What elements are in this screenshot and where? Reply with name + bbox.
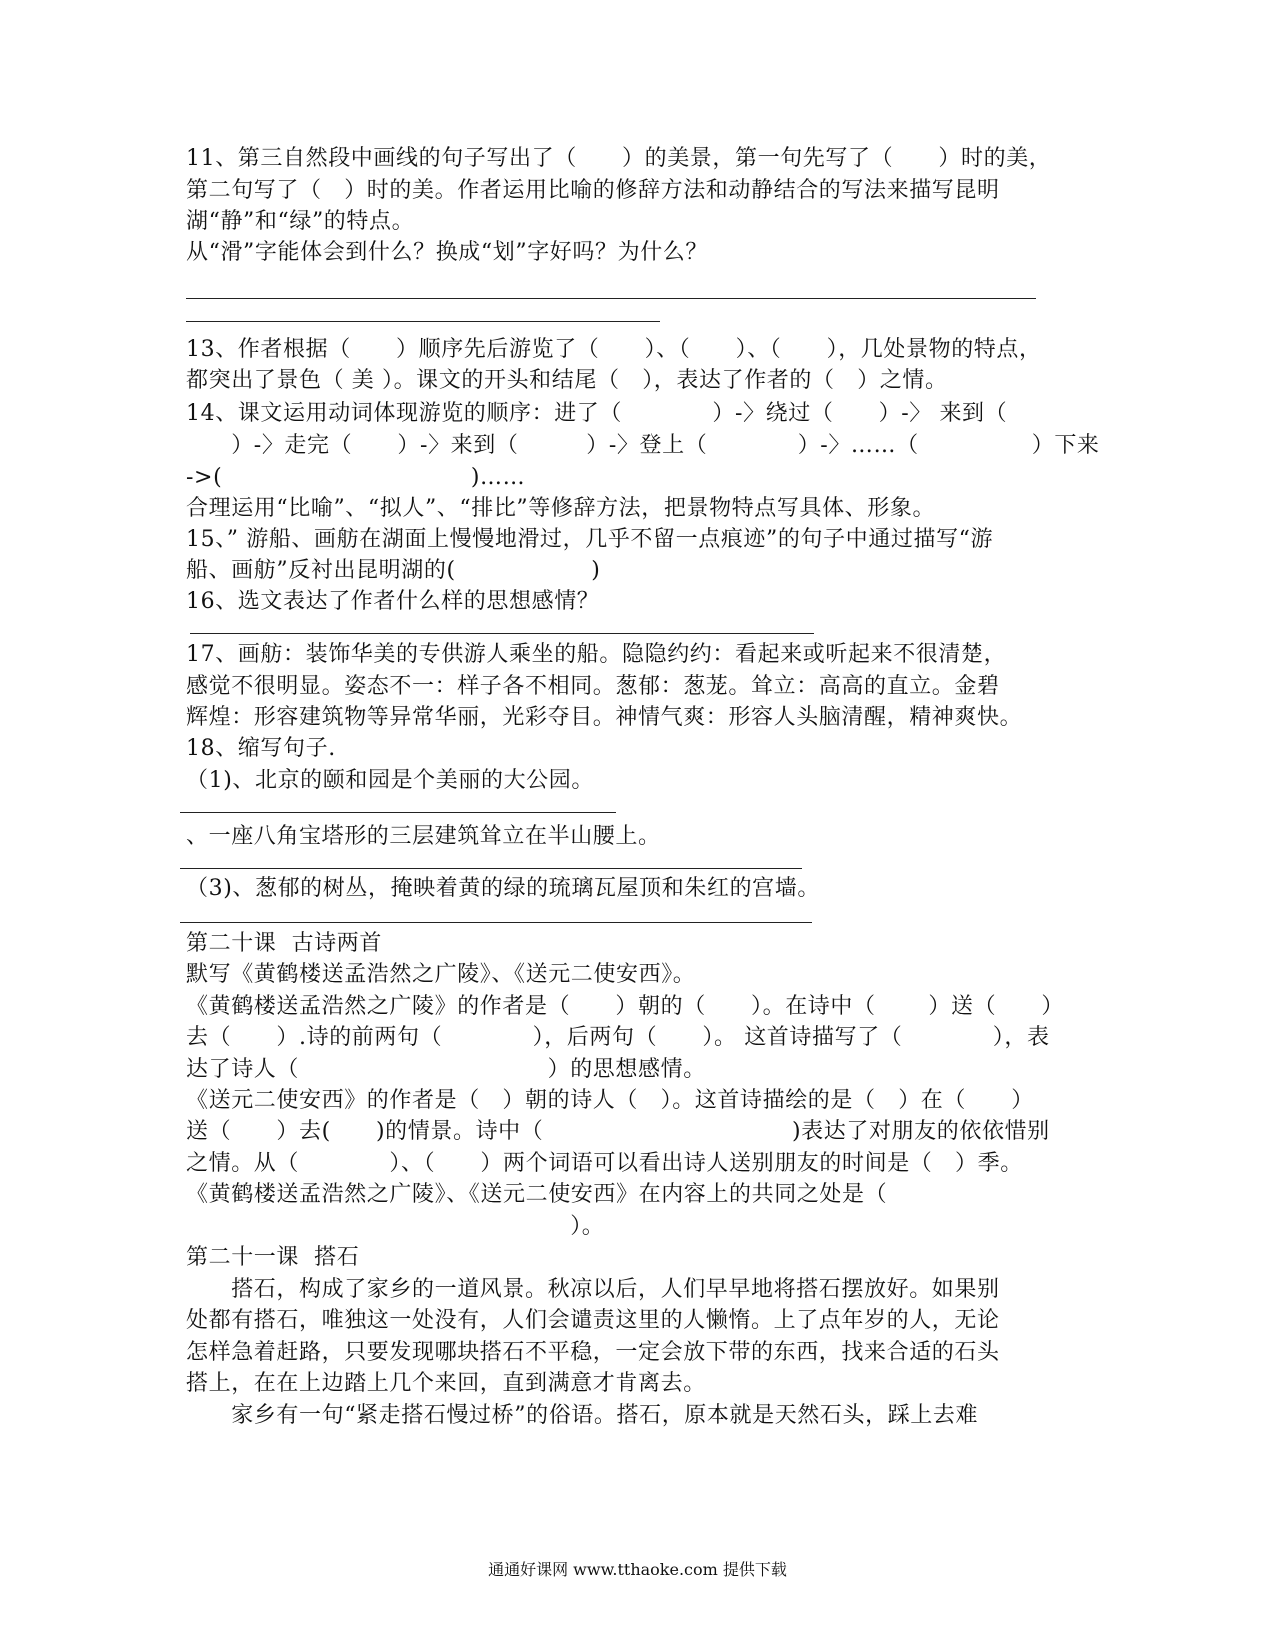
section-title: 第二十课 古诗两首: [186, 931, 382, 956]
text-line: 《黄鹤楼送孟浩然之广陵》的作者是（ ）朝的（ ）。在诗中（ ）送（ ）: [186, 994, 1064, 1019]
text-line: ）。: [186, 1214, 605, 1239]
text-line: （3)、葱郁的树丛，掩映着黄的绿的琉璃瓦屋顶和朱红的宫墙。: [186, 876, 820, 901]
footer-credit: 通通好课网 www.tthaoke.com 提供下载: [488, 1560, 787, 1579]
text-line: 14、课文运用动词体现游览的顺序：进了（ ）-〉绕过（ ）-〉 来到（: [186, 401, 1008, 426]
text-line: 13、作者根据（ ）顺序先后游览了（ ）、（ ）、（ ），几处景物的特点，: [186, 337, 1042, 362]
text-line: 辉煌：形容建筑物等异常华丽，光彩夺目。神情气爽：形容人头脑清醒，精神爽快。: [186, 705, 1023, 730]
text-line: 船、画舫”反衬出昆明湖的( ): [186, 558, 601, 583]
text-line: ->( )……: [186, 465, 526, 490]
text-line: 怎样急着赶路，只要发现哪块搭石不平稳，一定会放下带的东西，找来合适的石头: [186, 1340, 1000, 1365]
text-line: 、一座八角宝塔形的三层建筑耸立在半山腰上。: [186, 824, 661, 849]
text-line: 搭石，构成了家乡的一道风景。秋凉以后，人们早早地将搭石摆放好。如果别: [186, 1277, 1000, 1302]
text-line: 《黄鹤楼送孟浩然之广陵》、《送元二使安西》在内容上的共同之处是（: [186, 1182, 888, 1207]
text-line: 16、选文表达了作者什么样的思想感情？: [186, 589, 600, 614]
text-line: 合理运用“比喻”、“拟人”、“排比”等修辞方法，把景物特点写具体、形象。: [186, 496, 936, 521]
text-line: 17、画舫：装饰华美的专供游人乘坐的船。隐隐约约：看起来或听起来不很清楚，: [186, 642, 1007, 667]
text-line: 处都有搭石，唯独这一处没有，人们会谴责这里的人懒惰。上了点年岁的人，无论: [186, 1308, 1000, 1333]
answer-line: [180, 922, 812, 923]
text-line: 家乡有一句“紧走搭石慢过桥”的俗语。搭石，原本就是天然石头，踩上去难: [186, 1403, 979, 1428]
answer-line: [180, 812, 616, 813]
answer-line: [180, 868, 802, 869]
text-line: ）-〉走完（ ）-〉来到（ ）-〉登上（ ）-〉……（ ）下来: [186, 433, 1100, 458]
text-line: 都突出了景色（ 美 ）。课文的开头和结尾（ ），表达了作者的（ ）之情。: [186, 368, 948, 393]
text-line: 送（ ）去( )的情景。诗中（ )表达了对朋友的依依惜别: [186, 1119, 1050, 1144]
text-line: 第二句写了（ ）时的美。作者运用比喻的修辞方法和动静结合的写法来描写昆明: [186, 178, 1000, 203]
text-line: 达了诗人（ ）的思想感情。: [186, 1057, 706, 1082]
text-line: 去（ ）.诗的前两句（ ），后两句（ ）。 这首诗描写了（ ），表: [186, 1025, 1050, 1050]
answer-line: [186, 321, 660, 322]
text-line: （1)、北京的颐和园是个美丽的大公园。: [186, 768, 594, 793]
text-line: 《送元二使安西》的作者是（ ）朝的诗人（ ）。这首诗描绘的是（ ）在（ ）: [186, 1088, 1034, 1113]
text-line: 15、” 游船、画舫在湖面上慢慢地滑过，几乎不留一点痕迹”的句子中通过描写“游: [186, 527, 994, 552]
answer-line: [186, 298, 1036, 299]
text-line: 湖“静”和“绿”的特点。: [186, 209, 415, 234]
text-line: 默写《黄鹤楼送孟浩然之广陵》、《送元二使安西》。: [186, 962, 696, 987]
text-line: 11、第三自然段中画线的句子写出了（ ）的美景，第一句先写了（ ）时的美，: [186, 146, 1052, 171]
text-line: 18、缩写句子.: [186, 736, 336, 761]
answer-line: [190, 633, 814, 634]
text-line: 之情。从（ ）、（ ）两个词语可以看出诗人送别朋友的时间是（ ）季。: [186, 1151, 1023, 1176]
text-line: 搭上，在在上边踏上几个来回，直到满意才肯离去。: [186, 1371, 706, 1396]
text-line: 从“滑”字能体会到什么？换成“划”字好吗？为什么？: [186, 240, 708, 265]
section-title: 第二十一课 搭石: [186, 1245, 360, 1270]
text-line: 感觉不很明显。姿态不一：样子各不相同。葱郁：葱茏。耸立：高高的直立。金碧: [186, 674, 1000, 699]
